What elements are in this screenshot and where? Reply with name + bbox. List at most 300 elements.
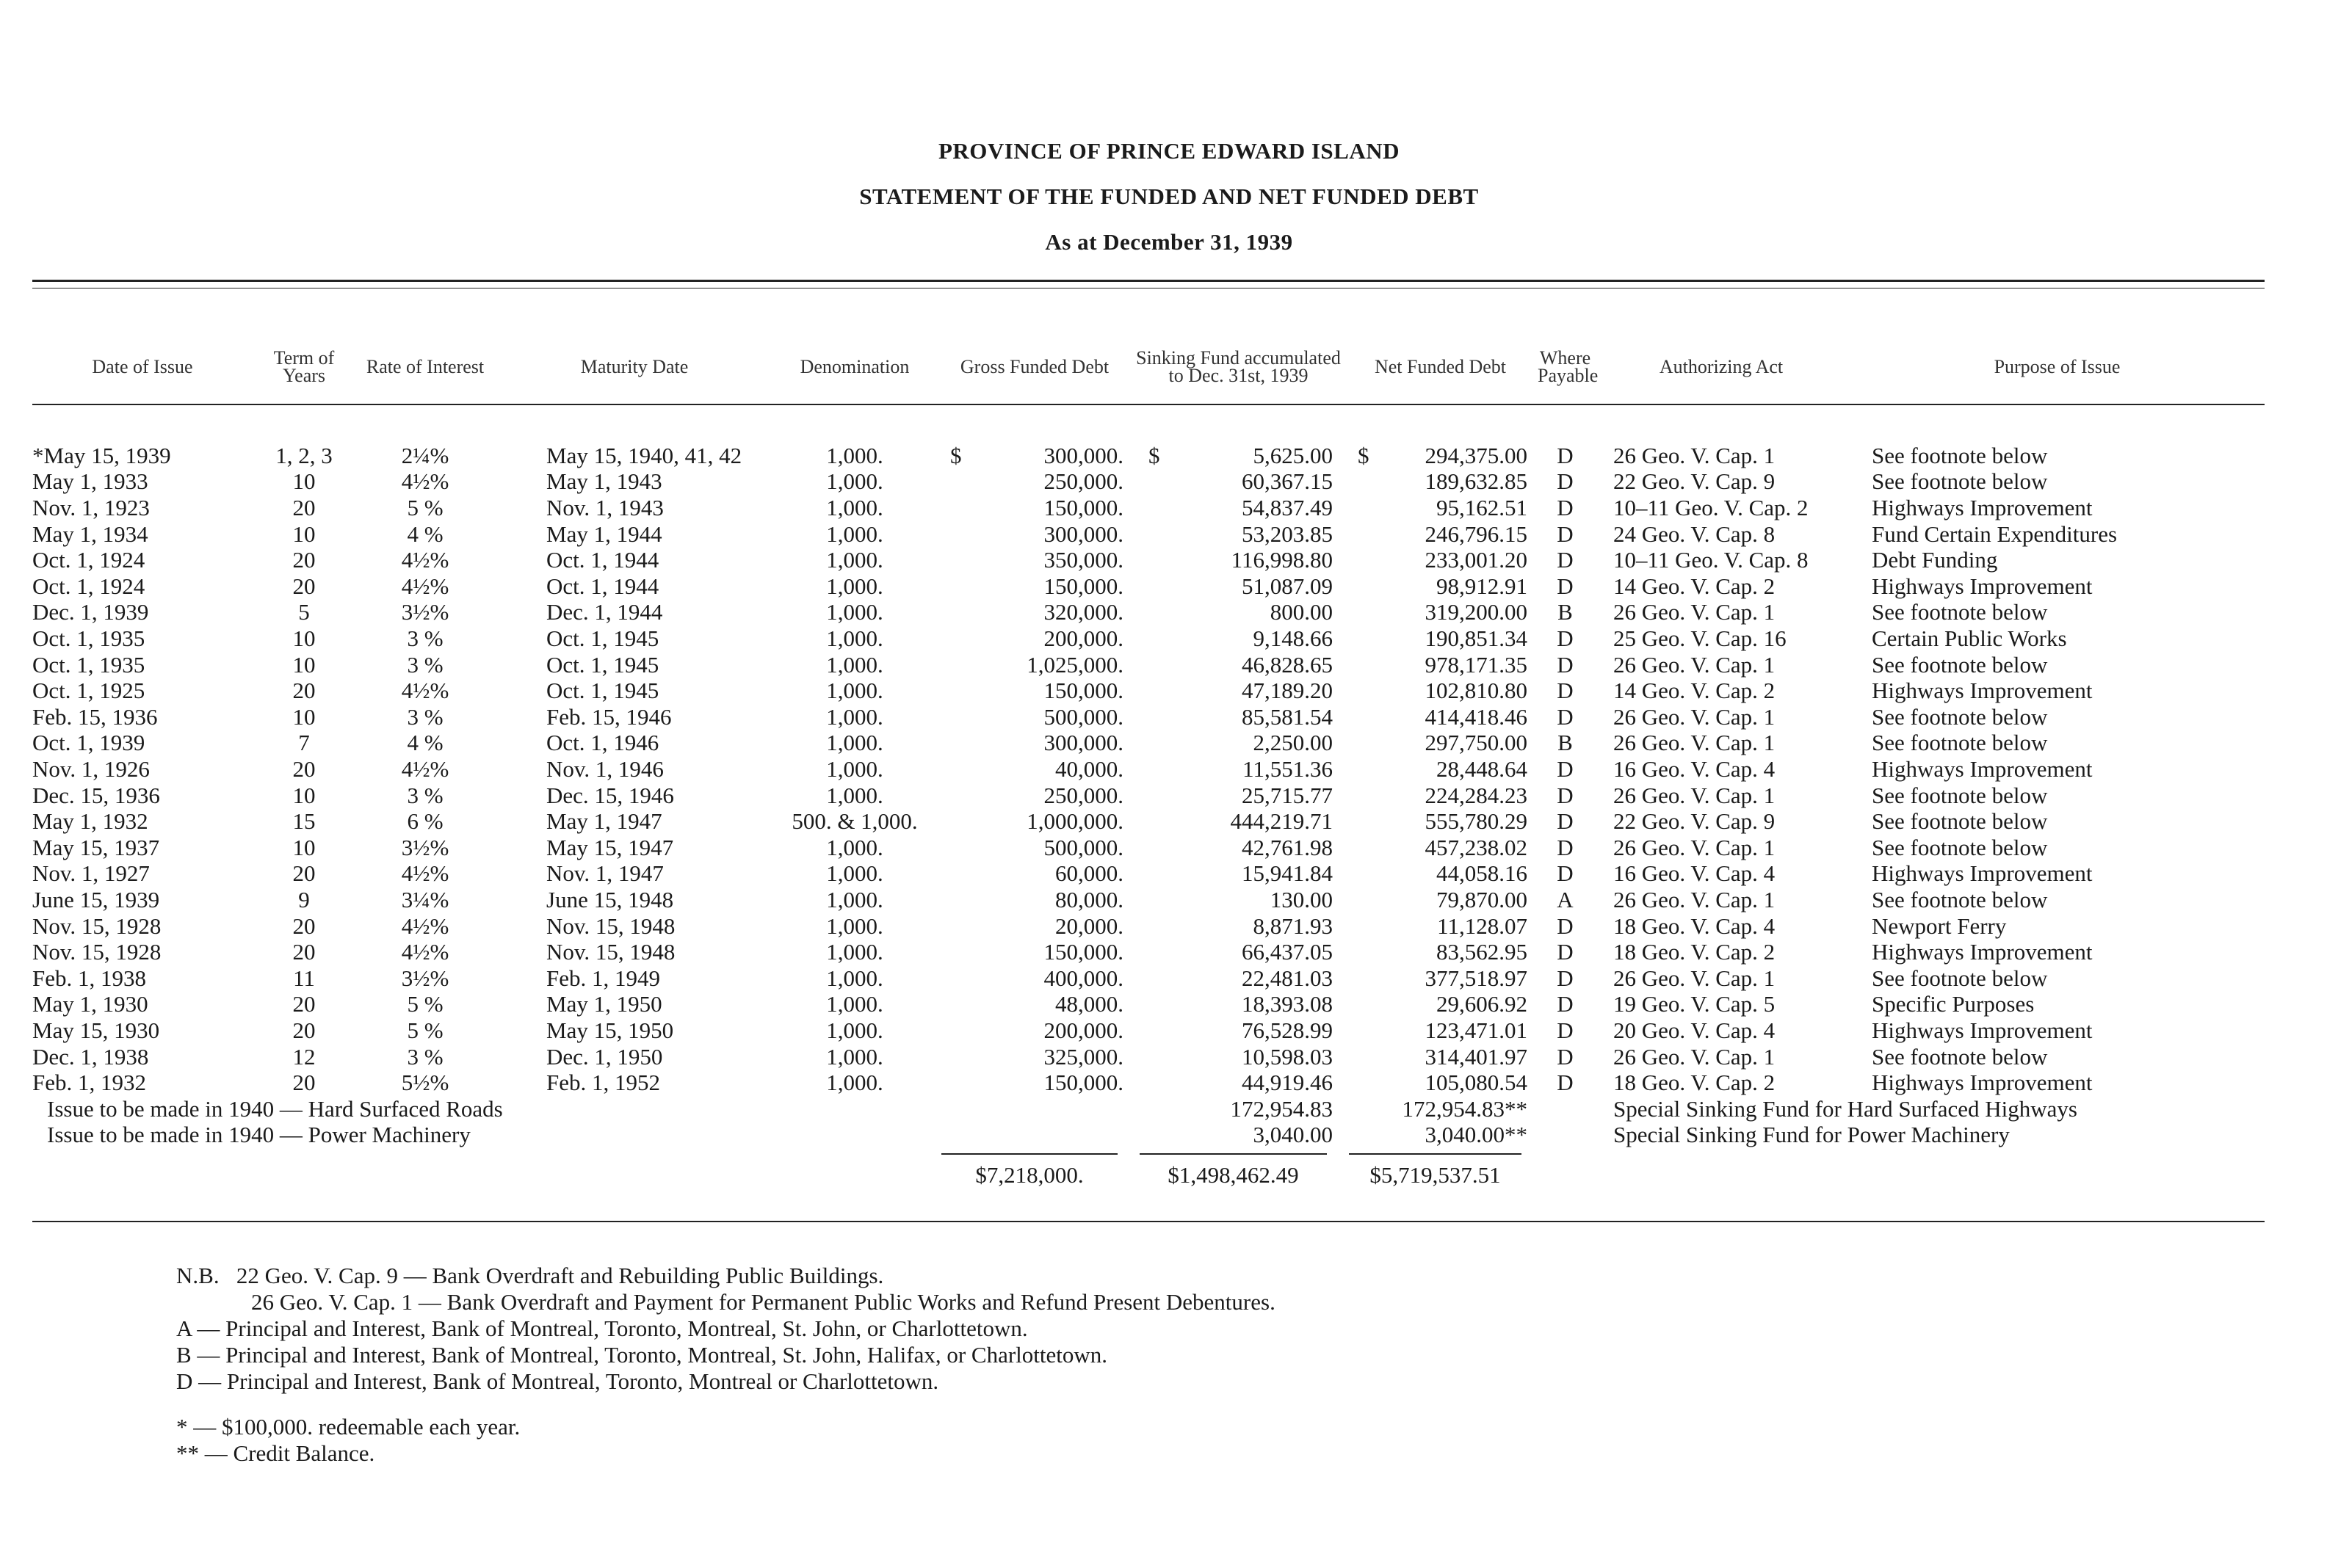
cell-gross <box>935 443 1134 469</box>
col-header-date: Date of Issue <box>92 356 193 377</box>
cell-purpose: See footnote below <box>1872 782 2048 808</box>
cell-rate: 4½% <box>401 573 449 599</box>
cell-denomination: 1,000. <box>826 886 883 912</box>
special-row-text: Issue to be made in 1940 — Power Machinery <box>47 1122 471 1148</box>
cell-net: 414,418.46 <box>1425 703 1527 730</box>
cell-rate: 3½% <box>401 599 449 625</box>
table-row <box>32 495 2265 521</box>
currency-symbol: $ <box>950 442 962 468</box>
cell-gross: 150,000. <box>1043 678 1123 704</box>
cell-where: D <box>1557 703 1574 730</box>
col-header-rate: Rate of Interest <box>366 356 485 377</box>
cell-gross: 200,000. <box>1043 625 1123 652</box>
cell-where: D <box>1557 1043 1574 1070</box>
cell-act: 25 Geo. V. Cap. 16 <box>1613 625 1787 652</box>
cell-gross: 500,000. <box>1043 703 1123 730</box>
table-row <box>32 782 2265 808</box>
cell-denomination: 1,000. <box>826 939 883 965</box>
cell-date: May 1, 1933 <box>32 468 148 495</box>
cell-net: 377,518.97 <box>1425 965 1527 991</box>
cell-term: 20 <box>292 860 316 887</box>
cell-sinking: 51,087.09 <box>1242 573 1333 599</box>
cell-maturity: Feb. 1, 1949 <box>546 965 660 991</box>
cell-term: 10 <box>292 782 316 808</box>
cell-act: 20 Geo. V. Cap. 4 <box>1613 1017 1776 1043</box>
cell-denomination: 1,000. <box>826 625 883 652</box>
cell-net: 11,128.07 <box>1437 912 1527 939</box>
cell-where: D <box>1557 442 1574 468</box>
cell-where: D <box>1557 860 1574 887</box>
cell-maturity: Nov. 1, 1947 <box>546 860 664 887</box>
cell-net: 3,040.00** <box>1425 1122 1527 1148</box>
cell-maturity: May 1, 1943 <box>546 468 662 495</box>
cell-net: 555,780.29 <box>1425 808 1527 835</box>
cell-sinking: 444,219.71 <box>1230 808 1333 835</box>
cell-gross: 300,000. <box>1043 520 1123 547</box>
cell-denomination: 1,000. <box>826 703 883 730</box>
cell-date: Dec. 1, 1938 <box>32 1043 149 1070</box>
cell-act: 26 Geo. V. Cap. 1 <box>1613 1043 1776 1070</box>
cell-date: Nov. 15, 1928 <box>32 912 162 939</box>
cell-denomination: 1,000. <box>826 834 883 860</box>
col-header-term: Term of Years <box>273 347 335 386</box>
cell-where: D <box>1557 520 1574 547</box>
cell-date: Feb. 15, 1936 <box>32 703 158 730</box>
cell-denomination: 1,000. <box>826 912 883 939</box>
cell-net: 83,562.95 <box>1436 939 1527 965</box>
cell-net: 457,238.02 <box>1425 834 1527 860</box>
cell-maturity: Dec. 1, 1944 <box>546 599 663 625</box>
cell-denomination: 1,000. <box>826 520 883 547</box>
cell-net: 297,750.00 <box>1425 730 1527 756</box>
special-row-note: Special Sinking Fund for Power Machinery <box>1613 1122 2010 1148</box>
cell-gross: 150,000. <box>1043 939 1123 965</box>
cell-maturity: Oct. 1, 1944 <box>546 573 659 599</box>
cell-purpose: Highways Improvement <box>1872 1070 2093 1096</box>
cell-denomination: 1,000. <box>826 495 883 521</box>
cell-term: 1, 2, 3 <box>275 442 333 468</box>
cell-date: Feb. 1, 1938 <box>32 965 146 991</box>
cell-date: Oct. 1, 1924 <box>32 547 145 573</box>
cell-net: 233,001.20 <box>1425 547 1527 573</box>
cell-value: 5,625.00 <box>1253 442 1333 468</box>
col-header-maturity: Maturity Date <box>580 356 689 377</box>
total-sinking: $1,498,462.49 <box>1140 1153 1327 1188</box>
cell-purpose: See footnote below <box>1872 651 2048 678</box>
cell-where: D <box>1557 468 1574 495</box>
footnote-star1: * — $100,000. redeemable each year. <box>176 1414 521 1440</box>
cell-rate: 4½% <box>401 547 449 573</box>
cell-purpose: Highways Improvement <box>1872 573 2093 599</box>
cell-sinking: 42,761.98 <box>1242 834 1333 860</box>
cell-rate: 5 % <box>407 1017 444 1043</box>
cell-rate: 3¼% <box>401 886 449 912</box>
cell-value: 294,375.00 <box>1425 442 1527 468</box>
cell-purpose: Debt Funding <box>1872 547 1998 573</box>
cell-term: 10 <box>292 520 316 547</box>
column-header-row <box>32 318 2265 416</box>
cell-rate: 4½% <box>401 860 449 887</box>
cell-purpose: See footnote below <box>1872 808 2048 835</box>
cell-denomination: 1,000. <box>826 1070 883 1096</box>
cell-net: 224,284.23 <box>1425 782 1527 808</box>
cell-net: 102,810.80 <box>1425 678 1527 704</box>
cell-gross: 20,000. <box>1055 912 1123 939</box>
cell-purpose: Highways Improvement <box>1872 756 2093 783</box>
cell-net: 29,606.92 <box>1436 991 1527 1017</box>
cell-act: 16 Geo. V. Cap. 4 <box>1613 756 1776 783</box>
cell-net: 95,162.51 <box>1436 495 1527 521</box>
cell-gross: 350,000. <box>1043 547 1123 573</box>
cell-maturity: Oct. 1, 1944 <box>546 547 659 573</box>
cell-where: D <box>1557 651 1574 678</box>
cell-value: 300,000. <box>1043 442 1123 468</box>
cell-denomination: 500. & 1,000. <box>792 808 918 835</box>
cell-date: May 15, 1930 <box>32 1017 160 1043</box>
footnote-d: D — Principal and Interest, Bank of Montreal, Toronto, Montreal or Charlottetown. <box>176 1368 939 1394</box>
totals-row <box>32 1148 2265 1194</box>
cell-rate: 5 % <box>407 991 444 1017</box>
cell-where: D <box>1557 495 1574 521</box>
table-row <box>32 1070 2265 1096</box>
cell-denomination: 1,000. <box>826 860 883 887</box>
table-row <box>32 704 2265 730</box>
cell-denomination: 1,000. <box>826 651 883 678</box>
cell-gross: 300,000. <box>1043 730 1123 756</box>
cell-sinking: 116,998.80 <box>1231 547 1333 573</box>
cell-maturity: Oct. 1, 1945 <box>546 651 659 678</box>
table-row <box>32 573 2265 600</box>
col-header-purpose: Purpose of Issue <box>1994 356 2121 377</box>
cell-date: Nov. 1, 1927 <box>32 860 150 887</box>
cell-sinking: 800.00 <box>1270 599 1333 625</box>
cell-maturity: Nov. 1, 1946 <box>546 756 664 783</box>
cell-gross: 1,000,000. <box>1027 808 1123 835</box>
cell-purpose: See footnote below <box>1872 730 2048 756</box>
cell-sinking: 3,040.00 <box>1253 1122 1333 1148</box>
cell-where: A <box>1557 886 1574 912</box>
cell-act: 26 Geo. V. Cap. 1 <box>1613 834 1776 860</box>
footnote-star2: ** — Credit Balance. <box>176 1440 375 1466</box>
cell-where: D <box>1557 547 1574 573</box>
table-row <box>32 547 2265 573</box>
cell-maturity: Nov. 15, 1948 <box>546 939 676 965</box>
cell-where: D <box>1557 834 1574 860</box>
cell-maturity: Oct. 1, 1945 <box>546 678 659 704</box>
cell-act: 16 Geo. V. Cap. 4 <box>1613 860 1776 887</box>
table-row <box>32 887 2265 913</box>
cell-where: D <box>1557 808 1574 835</box>
cell-term: 10 <box>292 625 316 652</box>
table-body <box>32 443 2265 1194</box>
cell-sinking <box>1134 443 1343 469</box>
currency-symbol: $ <box>1148 442 1160 468</box>
cell-net: 978,171.35 <box>1425 651 1527 678</box>
cell-gross: 200,000. <box>1043 1017 1123 1043</box>
cell-purpose: Highways Improvement <box>1872 495 2093 521</box>
cell-where: D <box>1557 782 1574 808</box>
cell-act: 26 Geo. V. Cap. 1 <box>1613 442 1776 468</box>
table-row <box>32 912 2265 939</box>
top-rule-thick <box>32 280 2265 282</box>
cell-maturity: May 1, 1950 <box>546 991 662 1017</box>
cell-net: 172,954.83** <box>1402 1095 1527 1122</box>
cell-act: 26 Geo. V. Cap. 1 <box>1613 782 1776 808</box>
cell-purpose: Highways Improvement <box>1872 678 2093 704</box>
cell-act: 26 Geo. V. Cap. 1 <box>1613 599 1776 625</box>
cell-net: 123,471.01 <box>1425 1017 1527 1043</box>
cell-act: 22 Geo. V. Cap. 9 <box>1613 808 1776 835</box>
table-row <box>32 939 2265 965</box>
cell-denomination: 1,000. <box>826 965 883 991</box>
cell-term: 10 <box>292 651 316 678</box>
cell-sinking: 22,481.03 <box>1242 965 1333 991</box>
cell-gross: 150,000. <box>1043 573 1123 599</box>
cell-term: 9 <box>298 886 310 912</box>
cell-rate: 3 % <box>407 1043 444 1070</box>
cell-term: 5 <box>298 599 310 625</box>
cell-where: B <box>1557 599 1573 625</box>
cell-gross: 320,000. <box>1043 599 1123 625</box>
cell-purpose: See footnote below <box>1872 468 2048 495</box>
table-row <box>32 468 2265 495</box>
cell-rate: 3½% <box>401 834 449 860</box>
cell-net: 190,851.34 <box>1425 625 1527 652</box>
cell-purpose: See footnote below <box>1872 834 2048 860</box>
nb1-text: 22 Geo. V. Cap. 9 — Bank Overdraft and Rebuilding Public Buildings. <box>236 1263 884 1288</box>
cell-net: 44,058.16 <box>1436 860 1527 887</box>
table-row <box>32 520 2265 547</box>
funded-debt-table <box>32 318 2265 1194</box>
cell-denomination: 1,000. <box>826 599 883 625</box>
table-row <box>32 756 2265 783</box>
cell-sinking: 47,189.20 <box>1242 678 1333 704</box>
cell-where: D <box>1557 1070 1574 1096</box>
table-row <box>32 835 2265 861</box>
cell-where: D <box>1557 912 1574 939</box>
cell-where: D <box>1557 573 1574 599</box>
cell-denomination: 1,000. <box>826 678 883 704</box>
cell-term: 20 <box>292 573 316 599</box>
cell-maturity: Oct. 1, 1946 <box>546 730 659 756</box>
table-row <box>32 1017 2265 1044</box>
cell-net: 79,870.00 <box>1436 886 1527 912</box>
cell-maturity: Feb. 15, 1946 <box>546 703 672 730</box>
cell-where: B <box>1557 730 1573 756</box>
cell-where: D <box>1557 939 1574 965</box>
cell-net: 98,912.91 <box>1436 573 1527 599</box>
cell-act: 18 Geo. V. Cap. 2 <box>1613 1070 1776 1096</box>
cell-sinking: 18,393.08 <box>1242 991 1333 1017</box>
cell-purpose: Specific Purposes <box>1872 991 2035 1017</box>
cell-date: May 15, 1937 <box>32 834 160 860</box>
table-row <box>32 860 2265 887</box>
cell-rate: 4½% <box>401 756 449 783</box>
cell-where: D <box>1557 1017 1574 1043</box>
table-row <box>32 808 2265 835</box>
cell-denomination: 1,000. <box>826 782 883 808</box>
cell-act: 22 Geo. V. Cap. 9 <box>1613 468 1776 495</box>
cell-sinking: 15,941.84 <box>1242 860 1333 887</box>
cell-date: May 1, 1930 <box>32 991 148 1017</box>
cell-purpose: See footnote below <box>1872 703 2048 730</box>
cell-net <box>1343 443 1538 469</box>
cell-denomination: 1,000. <box>826 1043 883 1070</box>
footnote-b: B — Principal and Interest, Bank of Montreal, Toronto, Montreal, St. John, Halifax, or Charlottetown. <box>176 1342 1108 1368</box>
cell-term: 10 <box>292 703 316 730</box>
cell-denomination: 1,000. <box>826 547 883 573</box>
cell-where: D <box>1557 756 1574 783</box>
cell-sinking: 172,954.83 <box>1230 1095 1333 1122</box>
cell-denomination: 1,000. <box>826 468 883 495</box>
cell-where: D <box>1557 678 1574 704</box>
cell-act: 14 Geo. V. Cap. 2 <box>1613 573 1776 599</box>
col-header-act: Authorizing Act <box>1659 356 1784 377</box>
special-row <box>32 1122 2265 1148</box>
cell-purpose: See footnote below <box>1872 965 2048 991</box>
footnote-nb1 <box>176 1263 1275 1289</box>
cell-denomination: 1,000. <box>826 442 883 468</box>
cell-sinking: 85,581.54 <box>1242 703 1333 730</box>
table-row <box>32 1043 2265 1070</box>
cell-where: D <box>1557 965 1574 991</box>
table-bottom-rule <box>32 1221 2265 1222</box>
cell-date: May 1, 1932 <box>32 808 148 835</box>
table-row <box>32 678 2265 704</box>
col-header-where: Where Payable <box>1538 347 1599 386</box>
cell-rate: 4½% <box>401 939 449 965</box>
cell-gross: 60,000. <box>1055 860 1123 887</box>
cell-denomination: 1,000. <box>826 730 883 756</box>
cell-sinking: 46,828.65 <box>1242 651 1333 678</box>
cell-rate: 6 % <box>407 808 444 835</box>
nb-label: N.B. <box>176 1263 220 1288</box>
cell-term: 20 <box>292 991 316 1017</box>
cell-date: Oct. 1, 1924 <box>32 573 145 599</box>
cell-term: 20 <box>292 756 316 783</box>
currency-symbol: $ <box>1358 442 1369 468</box>
cell-term: 20 <box>292 1017 316 1043</box>
cell-purpose: See footnote below <box>1872 599 2048 625</box>
cell-sinking: 10,598.03 <box>1242 1043 1333 1070</box>
document-date: As at December 31, 1939 <box>1045 229 1293 255</box>
cell-gross: 80,000. <box>1055 886 1123 912</box>
cell-denomination: 1,000. <box>826 573 883 599</box>
cell-act: 18 Geo. V. Cap. 4 <box>1613 912 1776 939</box>
table-row <box>32 965 2265 991</box>
cell-gross: 500,000. <box>1043 834 1123 860</box>
cell-sinking: 66,437.05 <box>1242 939 1333 965</box>
cell-act: 19 Geo. V. Cap. 5 <box>1613 991 1776 1017</box>
cell-rate: 5½% <box>401 1070 449 1096</box>
cell-date: Dec. 15, 1936 <box>32 782 160 808</box>
cell-term: 20 <box>292 547 316 573</box>
cell-rate: 3 % <box>407 782 444 808</box>
cell-maturity: May 15, 1947 <box>546 834 674 860</box>
cell-rate: 3½% <box>401 965 449 991</box>
cell-maturity: May 1, 1944 <box>546 520 662 547</box>
document-title: PROVINCE OF PRINCE EDWARD ISLAND <box>938 138 1400 164</box>
cell-maturity: June 15, 1948 <box>546 886 674 912</box>
cell-sinking: 76,528.99 <box>1242 1017 1333 1043</box>
cell-rate: 4½% <box>401 468 449 495</box>
cell-date: Nov. 1, 1923 <box>32 495 150 521</box>
cell-act: 24 Geo. V. Cap. 8 <box>1613 520 1776 547</box>
cell-net: 246,796.15 <box>1425 520 1527 547</box>
cell-denomination: 1,000. <box>826 1017 883 1043</box>
special-row-text: Issue to be made in 1940 — Hard Surfaced Roads <box>47 1095 503 1122</box>
cell-rate: 3 % <box>407 703 444 730</box>
cell-rate: 2¼% <box>401 442 449 468</box>
table-row <box>32 730 2265 756</box>
special-row-note: Special Sinking Fund for Hard Surfaced Highways <box>1613 1095 2077 1122</box>
cell-maturity: Feb. 1, 1952 <box>546 1070 660 1096</box>
cell-purpose: Highways Improvement <box>1872 860 2093 887</box>
cell-denomination: 1,000. <box>826 756 883 783</box>
cell-date: Oct. 1, 1939 <box>32 730 145 756</box>
cell-rate: 5 % <box>407 495 444 521</box>
cell-rate: 4 % <box>407 520 444 547</box>
cell-date: June 15, 1939 <box>32 886 160 912</box>
cell-maturity: May 1, 1947 <box>546 808 662 835</box>
cell-maturity: Nov. 1, 1943 <box>546 495 664 521</box>
cell-gross: 250,000. <box>1043 468 1123 495</box>
total-gross: $7,218,000. <box>941 1153 1118 1188</box>
cell-sinking: 2,250.00 <box>1253 730 1333 756</box>
cell-term: 11 <box>293 965 315 991</box>
cell-purpose: Highways Improvement <box>1872 1017 2093 1043</box>
cell-act: 26 Geo. V. Cap. 1 <box>1613 886 1776 912</box>
cell-date: Dec. 1, 1939 <box>32 599 149 625</box>
cell-term: 10 <box>292 468 316 495</box>
cell-term: 7 <box>298 730 310 756</box>
cell-gross: 150,000. <box>1043 1070 1123 1096</box>
cell-sinking: 130.00 <box>1270 886 1333 912</box>
cell-act: 14 Geo. V. Cap. 2 <box>1613 678 1776 704</box>
cell-sinking: 9,148.66 <box>1253 625 1333 652</box>
cell-net: 314,401.97 <box>1425 1043 1527 1070</box>
cell-act: 18 Geo. V. Cap. 2 <box>1613 939 1776 965</box>
cell-net: 319,200.00 <box>1425 599 1527 625</box>
cell-rate: 4 % <box>407 730 444 756</box>
table-row <box>32 625 2265 652</box>
cell-gross: 250,000. <box>1043 782 1123 808</box>
total-net: $5,719,537.51 <box>1349 1153 1521 1188</box>
cell-date: Oct. 1, 1935 <box>32 651 145 678</box>
special-row <box>32 1095 2265 1122</box>
cell-date: Oct. 1, 1935 <box>32 625 145 652</box>
cell-term: 10 <box>292 834 316 860</box>
document-subtitle: STATEMENT OF THE FUNDED AND NET FUNDED DEBT <box>859 184 1479 209</box>
cell-where: D <box>1557 991 1574 1017</box>
col-header-gross: Gross Funded Debt <box>960 356 1110 377</box>
cell-rate: 4½% <box>401 912 449 939</box>
cell-maturity: Dec. 1, 1950 <box>546 1043 663 1070</box>
cell-date: *May 15, 1939 <box>32 442 171 468</box>
cell-gross: 400,000. <box>1043 965 1123 991</box>
cell-act: 26 Geo. V. Cap. 1 <box>1613 730 1776 756</box>
footnote-a: A — Principal and Interest, Bank of Montreal, Toronto, Montreal, St. John, or Charlottetown. <box>176 1315 1028 1341</box>
col-header-sinking: Sinking Fund accumulated to Dec. 31st, 1939 <box>1136 347 1341 386</box>
footnotes <box>176 1263 1275 1467</box>
cell-denomination: 1,000. <box>826 991 883 1017</box>
cell-gross: 40,000. <box>1055 756 1123 783</box>
cell-maturity: May 15, 1950 <box>546 1017 674 1043</box>
footnote-nb2: 26 Geo. V. Cap. 1 — Bank Overdraft and Payment for Permanent Public Works and Refund Present Debentures. <box>251 1289 1275 1315</box>
cell-rate: 3 % <box>407 625 444 652</box>
cell-sinking: 44,919.46 <box>1242 1070 1333 1096</box>
cell-sinking: 53,203.85 <box>1242 520 1333 547</box>
